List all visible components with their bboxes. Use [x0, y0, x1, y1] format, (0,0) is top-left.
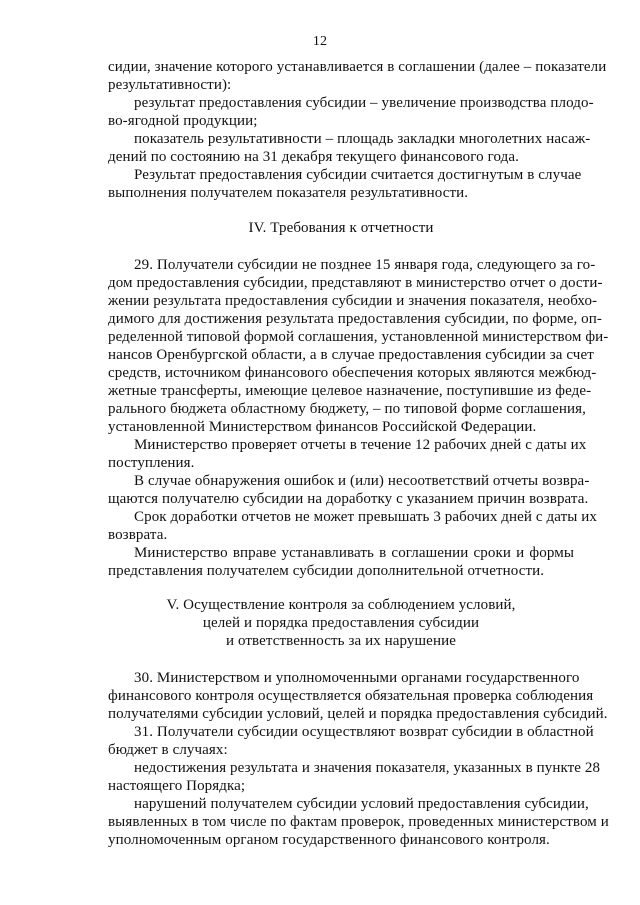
- text-line: 30. Министерством и уполномоченными органами государственного: [134, 670, 580, 686]
- text-line: ределенной типовой формой соглашения, установленной министерством фи-: [108, 329, 609, 345]
- text-line: финансового контроля осуществляется обязательная проверка соблюдения: [108, 688, 594, 704]
- text-line: возврата.: [108, 527, 168, 543]
- text-line: нарушений получателем субсидии условий предоставления субсидии,: [134, 796, 589, 812]
- text-line: установленной Министерством финансов Российской Федерации.: [108, 419, 537, 435]
- text-line: рального бюджета областному бюджету, – по типовой форме соглашения,: [108, 401, 586, 417]
- text-line: димого для достижения результата предоставления субсидии, по форме, оп-: [108, 311, 603, 327]
- page-number: 12: [312, 34, 328, 49]
- text-line: жении результата предоставления субсидии и значения показателя, необхо-: [108, 293, 598, 309]
- section-heading-line: целей и порядка предоставления субсидии: [202, 615, 480, 631]
- text-line: Министерство проверяет отчеты в течение 12 рабочих дней с даты их: [134, 437, 587, 453]
- text-line: дом предоставления субсидии, представляют в министерство отчет о дости-: [108, 275, 603, 291]
- text-line: настоящего Порядка;: [108, 778, 246, 794]
- text-line: выявленных в том числе по фактам проверок, проведенных министерством и: [108, 814, 609, 830]
- text-line: В случае обнаружения ошибок и (или) несоответствий отчеты возвра-: [134, 473, 590, 489]
- text-line: недостижения результата и значения показателя, указанных в пункте 28: [134, 760, 601, 776]
- text-line: уполномоченным органом государственного финансового контроля.: [108, 832, 550, 848]
- text-line: Результат предоставления субсидии считается достигнутым в случае: [134, 167, 582, 183]
- section-heading-line: и ответственность за их нарушение: [226, 633, 456, 649]
- section-heading: IV. Требования к отчетности: [248, 220, 434, 236]
- section-heading-line: V. Осуществление контроля за соблюдением условий,: [166, 597, 516, 613]
- text-line: жетные трансферты, имеющие целевое назначение, поступившие из феде-: [108, 383, 592, 399]
- text-line: получателями субсидии условий, целей и порядка предоставления субсидий.: [108, 706, 608, 722]
- text-line: дений по состоянию на 31 декабря текущего финансового года.: [108, 149, 519, 165]
- text-line: средств, источником финансового обеспечения которых являются межбюд-: [108, 365, 597, 381]
- text-line: выполнения получателем показателя результативности.: [108, 185, 469, 201]
- text-line: нансов Оренбургской области, а в случае предоставления субсидии за счет: [108, 347, 594, 363]
- text-line: 31. Получатели субсидии осуществляют возврат субсидии в областной: [134, 724, 594, 740]
- text-line: Министерство вправе устанавливать в соглашении сроки и формы: [134, 545, 574, 561]
- text-line: представления получателем субсидии дополнительной отчетности.: [108, 563, 545, 579]
- text-line: показатель результативности – площадь закладки многолетних насаж-: [134, 131, 591, 147]
- text-line: сидии, значение которого устанавливается в соглашении (далее – показатели: [108, 59, 607, 75]
- text-line: результативности):: [108, 77, 232, 93]
- text-line: щаются получателю субсидии на доработку с указанием причин возврата.: [108, 491, 589, 507]
- text-line: Срок доработки отчетов не может превышать 3 рабочих дней с даты их: [134, 509, 598, 525]
- text-line: поступления.: [108, 455, 195, 471]
- text-line: во-ягодной продукции;: [108, 113, 258, 129]
- text-line: 29. Получатели субсидии не позднее 15 января года, следующего за го-: [134, 257, 596, 273]
- text-line: бюджет в случаях:: [108, 742, 228, 758]
- text-line: результат предоставления субсидии – увеличение производства плодо-: [134, 95, 594, 111]
